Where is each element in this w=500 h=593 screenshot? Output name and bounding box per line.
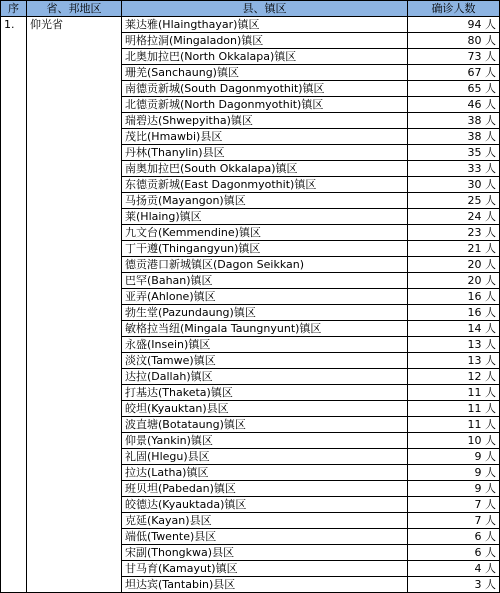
district-cell: 马扬贡(Mayangon)镇区 [122,193,408,209]
count-value: 30 [467,178,482,191]
count-cell [408,545,500,561]
header-row [1,1,500,17]
count-unit: 人 [485,274,496,287]
header-region: 省、邦地区 [27,1,122,17]
district-cell: 南德贡新城(South Dagonmyothit)镇区 [122,81,408,97]
count-value: 67 [467,66,482,79]
count-value: 16 [467,290,482,303]
count-value: 20 [467,258,482,271]
count-cell [408,417,500,433]
district-cell: 淡汶(Tamwe)镇区 [122,353,408,369]
count-unit: 人 [485,402,496,415]
count-unit: 人 [485,146,496,159]
count-value: 11 [467,386,482,399]
district-cell: 敏格拉当纽(Mingala Taungnyunt)镇区 [122,321,408,337]
count-unit: 人 [485,354,496,367]
count-cell [408,305,500,321]
count-cell [408,257,500,273]
count-cell [408,529,500,545]
count-value: 73 [467,50,482,63]
count-cell [408,289,500,305]
district-cell: 克延(Kayan)县区 [122,513,408,529]
count-cell [408,481,500,497]
count-unit: 人 [485,194,496,207]
count-unit: 人 [485,18,496,31]
count-value: 20 [467,274,482,287]
count-unit: 人 [485,386,496,399]
district-cell: 巴罕(Bahan)镇区 [122,273,408,289]
count-value: 12 [467,370,482,383]
count-value: 35 [467,146,482,159]
count-unit: 人 [485,114,496,127]
district-cell: 拉达(Latha)镇区 [122,465,408,481]
district-cell: 明格拉洞(Mingaladon)镇区 [122,33,408,49]
count-value: 10 [467,434,482,447]
count-cell [408,129,500,145]
district-cell: 丁干遵(Thingangyun)镇区 [122,241,408,257]
district-cell: 永盛(Insein)镇区 [122,337,408,353]
count-value: 33 [467,162,482,175]
count-cell [408,273,500,289]
count-cell [408,497,500,513]
district-cell: 北德贡新城(North Dagonmyothit)镇区 [122,97,408,113]
count-cell [408,337,500,353]
district-cell: 礼固(Hlegu)县区 [122,449,408,465]
count-cell [408,17,500,33]
district-cell: 达拉(Dallah)镇区 [122,369,408,385]
district-cell: 瑞碧达(Shwepyitha)镇区 [122,113,408,129]
count-unit: 人 [485,50,496,63]
count-unit: 人 [485,306,496,319]
count-value: 13 [467,338,482,351]
count-unit: 人 [485,578,496,591]
table-body [1,17,500,593]
count-unit: 人 [485,370,496,383]
count-cell [408,65,500,81]
count-unit: 人 [485,514,496,527]
count-unit: 人 [485,434,496,447]
count-value: 9 [474,482,482,495]
count-cell [408,113,500,129]
count-value: 7 [474,498,482,511]
count-unit: 人 [485,34,496,47]
count-cell [408,161,500,177]
count-unit: 人 [485,258,496,271]
count-unit: 人 [485,546,496,559]
count-cell [408,577,500,593]
count-value: 4 [474,562,482,575]
count-cell [408,321,500,337]
header-district: 县、镇区 [122,1,408,17]
count-cell [408,385,500,401]
group-index: 1. [1,17,27,593]
count-value: 6 [474,546,482,559]
count-cell [408,225,500,241]
count-value: 16 [467,306,482,319]
count-cell [408,193,500,209]
count-value: 7 [474,514,482,527]
count-value: 80 [467,34,482,47]
count-value: 11 [467,418,482,431]
district-cell: 坦达宾(Tantabin)县区 [122,577,408,593]
count-cell [408,241,500,257]
count-cell [408,353,500,369]
count-value: 38 [467,130,482,143]
count-cell [408,177,500,193]
count-value: 25 [467,194,482,207]
count-value: 6 [474,530,482,543]
district-cell: 珊羌(Sanchaung)镇区 [122,65,408,81]
count-cell [408,33,500,49]
district-cell: 北奥加拉巴(North Okkalapa)镇区 [122,49,408,65]
count-unit: 人 [485,290,496,303]
count-cell [408,145,500,161]
district-cell: 皎德达(Kyauktada)镇区 [122,497,408,513]
count-value: 13 [467,354,482,367]
count-value: 11 [467,402,482,415]
count-cell [408,449,500,465]
district-cell: 丹林(Thanylin)县区 [122,145,408,161]
district-cell: 仰景(Yankin)镇区 [122,433,408,449]
group-region: 仰光省 [27,17,122,593]
count-unit: 人 [485,82,496,95]
count-unit: 人 [485,466,496,479]
count-unit: 人 [485,562,496,575]
header-index: 序 [1,1,27,17]
count-unit: 人 [485,450,496,463]
count-unit: 人 [485,418,496,431]
district-cell: 东德贡新城(East Dagonmyothit)镇区 [122,177,408,193]
count-unit: 人 [485,178,496,191]
district-cell: 甘马育(Kamayut)镇区 [122,561,408,577]
count-unit: 人 [485,66,496,79]
count-value: 46 [467,98,482,111]
count-value: 9 [474,466,482,479]
count-value: 24 [467,210,482,223]
district-cell: 九文台(Kemmendine)镇区 [122,225,408,241]
count-cell [408,369,500,385]
count-value: 65 [467,82,482,95]
count-cell [408,209,500,225]
count-cell [408,465,500,481]
count-cell [408,561,500,577]
count-unit: 人 [485,210,496,223]
count-unit: 人 [485,322,496,335]
count-unit: 人 [485,242,496,255]
count-unit: 人 [485,162,496,175]
count-cell [408,433,500,449]
count-unit: 人 [485,98,496,111]
district-cell: 打基达(Thaketa)镇区 [122,385,408,401]
district-cell: 莱达雅(Hlaingthayar)镇区 [122,17,408,33]
district-cell: 莱(Hlaing)镇区 [122,209,408,225]
district-cell: 德贡港口新城镇区(Dagon Seikkan) [122,257,408,273]
count-unit: 人 [485,498,496,511]
district-cell: 波直塘(Botataung)镇区 [122,417,408,433]
count-value: 14 [467,322,482,335]
count-unit: 人 [485,530,496,543]
header-count: 确诊人数 [408,1,500,17]
count-cell [408,513,500,529]
count-unit: 人 [485,338,496,351]
count-cell [408,49,500,65]
count-value: 9 [474,450,482,463]
district-cell: 皎坦(Kyauktan)县区 [122,401,408,417]
count-value: 3 [474,578,482,591]
district-cell: 勃生堂(Pazundaung)镇区 [122,305,408,321]
count-cell [408,401,500,417]
district-cell: 班贝坦(Pabedan)镇区 [122,481,408,497]
count-unit: 人 [485,130,496,143]
table-row [1,17,500,33]
district-cell: 亚弄(Ahlone)镇区 [122,289,408,305]
count-value: 21 [467,242,482,255]
count-cell [408,81,500,97]
count-unit: 人 [485,482,496,495]
district-cell: 端低(Twente)县区 [122,529,408,545]
district-cell: 茂比(Hmawbi)县区 [122,129,408,145]
count-cell [408,97,500,113]
district-cell: 宋副(Thongkwa)县区 [122,545,408,561]
count-value: 94 [467,18,482,31]
count-unit: 人 [485,226,496,239]
district-cell: 南奥加拉巴(South Okkalapa)镇区 [122,161,408,177]
count-value: 38 [467,114,482,127]
count-value: 23 [467,226,482,239]
